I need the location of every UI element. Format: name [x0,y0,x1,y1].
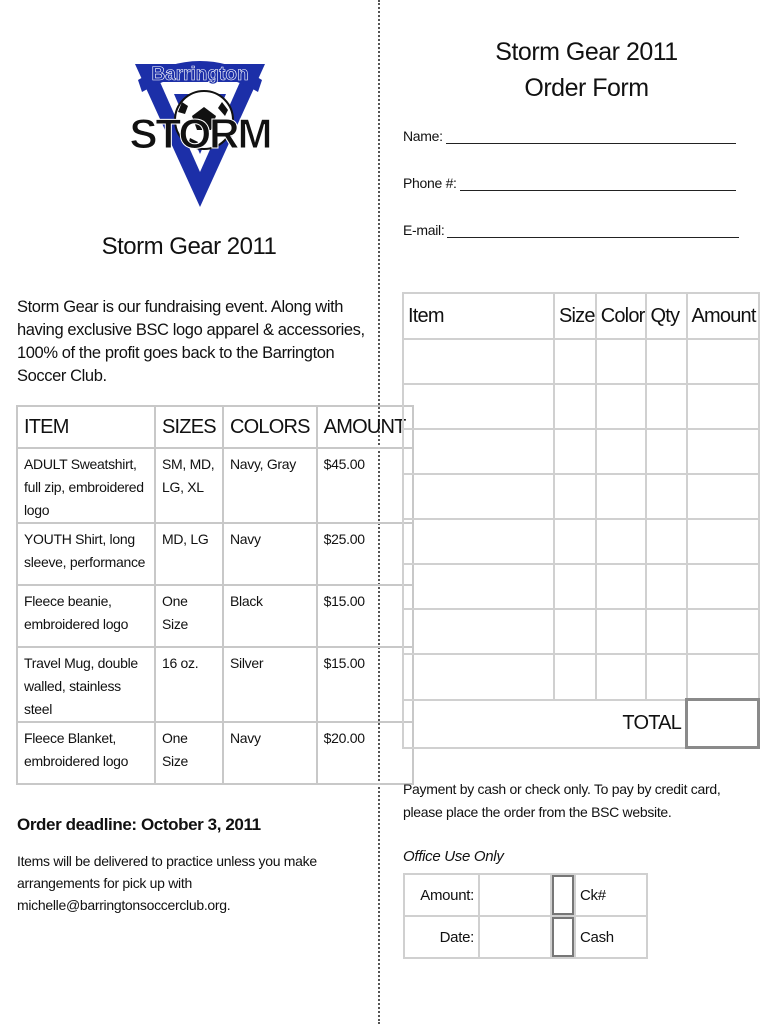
order-cell[interactable] [646,654,687,700]
order-cell[interactable] [403,654,554,700]
order-cell[interactable] [596,564,646,609]
order-cell[interactable] [596,429,646,474]
total-amount-box[interactable] [687,700,759,748]
order-table [402,292,760,749]
order-cell[interactable] [687,339,759,384]
order-cell[interactable] [646,429,687,474]
name-label: Name: [403,128,443,144]
order-cell[interactable] [596,654,646,700]
table-row [17,647,413,722]
cell-colors: Silver [223,647,317,722]
office-ck-label: Ck# [575,874,647,916]
cell-item: Travel Mug, double walled, stainless steel [17,647,155,722]
col-colors-header: COLORS [223,406,317,448]
table-row [17,448,413,523]
order-col-qty: Qty [646,293,687,339]
order-col-item: Item [403,293,554,339]
order-form-title [403,34,770,106]
cell-colors: Black [223,585,317,647]
order-cell[interactable] [687,519,759,564]
delivery-note: Items will be delivered to practice unless you make arrangements for pick up with michelle@barringtonsoccerclub.org. [17,853,317,913]
office-amount-value[interactable] [479,874,551,916]
order-cell[interactable] [687,474,759,519]
order-cell[interactable] [403,519,554,564]
order-cell[interactable] [646,564,687,609]
logo-bottom-text: STORM [130,110,270,157]
order-cell[interactable] [554,384,596,429]
order-row[interactable] [403,384,759,429]
intro-paragraph: Storm Gear is our fundraising event. Along with having exclusive BSC logo apparel & accessories, 100% of the profit goes back to the Barrington Soccer Club. [17,298,365,385]
office-row-amount [404,874,647,916]
order-row[interactable] [403,429,759,474]
cell-amount: $15.00 [317,647,413,722]
order-cell[interactable] [687,654,759,700]
cell-amount: $15.00 [317,585,413,647]
logo-top-text: Barrington [151,64,249,85]
office-use-table [403,873,648,959]
order-cell[interactable] [687,384,759,429]
col-sizes-header: SIZES [155,406,223,448]
order-row[interactable] [403,609,759,654]
cell-item: Fleece Blanket, embroidered logo [17,722,155,784]
order-cell[interactable] [596,609,646,654]
ck-checkbox[interactable] [551,874,575,916]
order-cell[interactable] [687,609,759,654]
order-cell[interactable] [596,474,646,519]
order-cell[interactable] [403,429,554,474]
order-cell[interactable] [596,519,646,564]
cell-sizes: MD, LG [155,523,223,585]
office-row-date [404,916,647,958]
payment-note: Payment by cash or check only. To pay by credit card, please place the order from the BSC website. [403,781,721,820]
barrington-storm-logo [130,42,270,212]
office-amount-label: Amount: [404,874,479,916]
order-total-row [403,700,759,748]
order-cell[interactable] [646,339,687,384]
cell-amount: $25.00 [317,523,413,585]
order-col-color: Color [596,293,646,339]
office-cash-label: Cash [575,916,647,958]
col-item-header: ITEM [17,406,155,448]
order-cell[interactable] [554,519,596,564]
col-amount-header: AMOUNT [317,406,413,448]
order-cell[interactable] [646,609,687,654]
email-input-line[interactable] [447,223,739,238]
cell-sizes: One Size [155,585,223,647]
cell-colors: Navy [223,523,317,585]
cell-item: YOUTH Shirt, long sleeve, performance [17,523,155,585]
email-field[interactable] [403,222,739,238]
order-cell[interactable] [403,474,554,519]
table-row [17,722,413,784]
office-date-value[interactable] [479,916,551,958]
order-cell[interactable] [687,564,759,609]
order-cell[interactable] [554,429,596,474]
left-title: Storm Gear 2011 [101,233,277,260]
order-row[interactable] [403,654,759,700]
order-cell[interactable] [403,609,554,654]
order-cell[interactable] [596,384,646,429]
cell-amount: $45.00 [317,448,413,523]
phone-label: Phone #: [403,175,457,191]
order-cell[interactable] [554,564,596,609]
cell-sizes: SM, MD, LG, XL [155,448,223,523]
name-input-line[interactable] [446,129,736,144]
order-cell[interactable] [554,654,596,700]
cell-colors: Navy, Gray [223,448,317,523]
product-table [16,405,414,785]
checkbox-icon[interactable] [552,917,574,957]
order-cell[interactable] [646,384,687,429]
order-cell[interactable] [403,564,554,609]
order-cell[interactable] [403,339,554,384]
order-row[interactable] [403,474,759,519]
product-table-header [17,406,413,448]
office-use-title: Office Use Only [403,848,504,865]
order-form-title-line1: Storm Gear 2011 [495,38,678,66]
order-table-header [403,293,759,339]
cash-checkbox[interactable] [551,916,575,958]
order-cell[interactable] [403,384,554,429]
total-label: TOTAL [403,700,687,748]
order-cell[interactable] [596,339,646,384]
order-col-amount: Amount [687,293,759,339]
order-row[interactable] [403,519,759,564]
table-row [17,585,413,647]
email-label: E-mail: [403,222,445,238]
cell-sizes: One Size [155,722,223,784]
order-form-title-line2: Order Form [524,74,649,102]
cell-colors: Navy [223,722,317,784]
order-cell[interactable] [554,609,596,654]
cell-sizes: 16 oz. [155,647,223,722]
order-cell[interactable] [554,474,596,519]
cell-amount: $20.00 [317,722,413,784]
order-row[interactable] [403,564,759,609]
order-col-size: Size [554,293,596,339]
order-deadline: Order deadline: October 3, 2011 [17,815,261,834]
phone-input-line[interactable] [460,176,736,191]
order-cell[interactable] [646,519,687,564]
phone-field[interactable] [403,175,736,191]
order-cell[interactable] [687,429,759,474]
order-cell[interactable] [554,339,596,384]
checkbox-icon[interactable] [552,875,574,915]
office-date-label: Date: [404,916,479,958]
name-field[interactable] [403,128,736,144]
order-cell[interactable] [646,474,687,519]
order-row[interactable] [403,339,759,384]
table-row [17,523,413,585]
cell-item: ADULT Sweatshirt, full zip, embroidered logo [17,448,155,523]
cell-item: Fleece beanie, embroidered logo [17,585,155,647]
